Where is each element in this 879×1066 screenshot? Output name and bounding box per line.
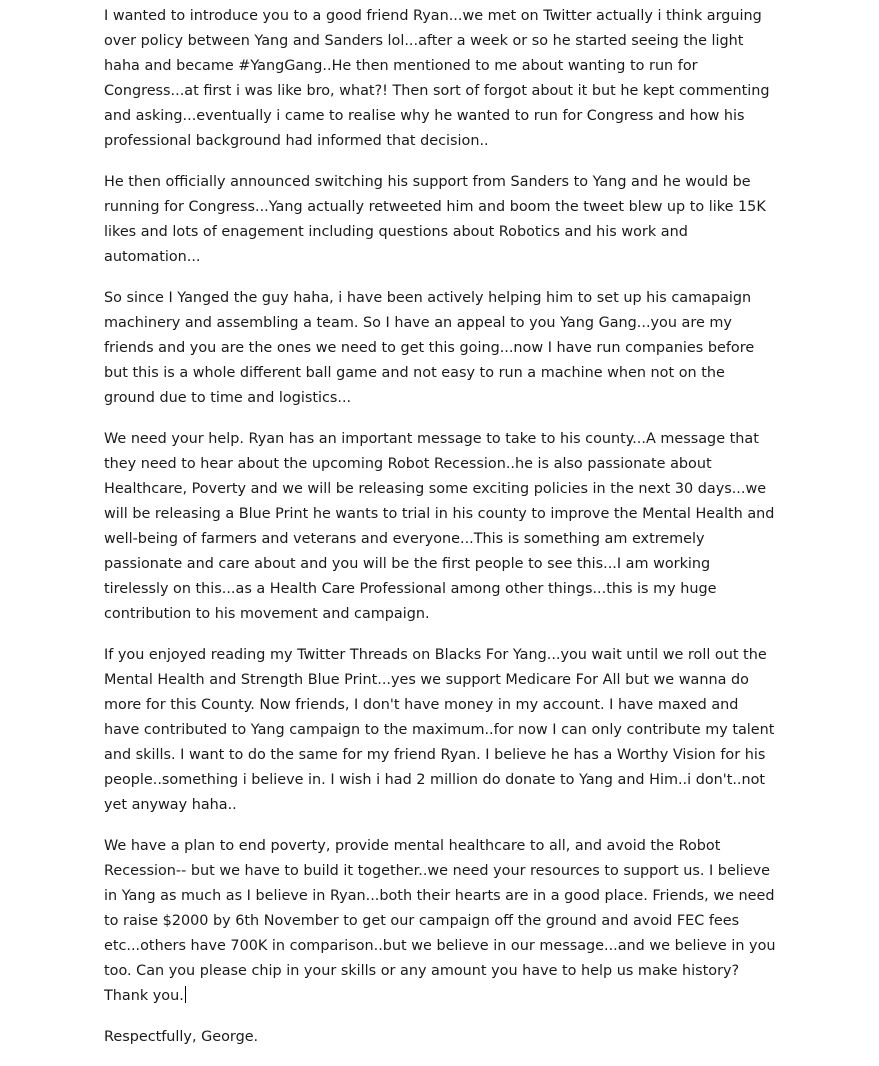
paragraph-introduction: I wanted to introduce you to a good friend Ryan...we met on Twitter actually i think arguing over policy between Yang and Sanders lol...after a week or so he started seeing the light haha and became #YangGang..He then mentioned to me about wanting to run for Congress...at first i was like bro, what?! Then sort of forgot about it but he kept commenting and asking...eventually i came to realise why he wanted to run for Congress and how his professional background had informed that decision.. [104,8,770,149]
signature-line: Respectfully, George. [104,1029,259,1045]
paragraph-appeal: So since I Yanged the guy haha, i have been actively helping him to set up his camapaign machinery and assembling a team. So I have an appeal to you Yang Gang...you are my friends and you are the ones we need to get this going...now I have run companies before but this is a whole different ball game and not easy to run a machine when not on the ground due to time and logistics... [104,290,755,406]
paragraph-blue-print-text: If you enjoyed reading my Twitter Threads on Blacks For Yang...you wait until we roll out the Mental Health and Strength Blue Print...yes we support Medicare For All but we wanna do more for this County. Now friends, I don't have money in my account. I have maxed and have contributed to Yang campaign to the maximum..for now I can only contribute my talent and skills. I want to do the same for my friend Ryan. I believe he has a Worthy Vision for his people..something i believe in. I wish i had 2 million do donate to Yang and Him..i don't..not yet anyway haha.. [104,647,775,813]
text-cursor [185,986,186,1003]
paragraph-announcement: He then officially announced switching his support from Sanders to Yang and he would be running for Congress...Yang actually retweeted him and boom the tweet blew up to like 15K likes and lots of enagement including questions about Robotics and his work and automation... [104,174,766,265]
paragraph-fundraising [104,834,776,1009]
document-body[interactable] [104,4,776,1066]
paragraph-help-request: We need your help. Ryan has an important message to take to his county...A message that they need to hear about the upcoming Robot Recession..he is also passionate about Healthcare, Poverty and we will be releasing some exciting policies in the next 30 days...we will be releasing a Blue Print he wants to trial in his county to improve the Mental Health and well-being of farmers and veterans and everyone...This is something am extremely passionate and care about and you will be the first people to see this...I am working tirelessly on this...as a Health Care Professional among other things...this is my huge contribution to his movement and campaign. [104,431,775,622]
paragraph-blue-print [104,643,776,818]
paragraph-fundraising-text: We have a plan to end poverty, provide mental healthcare to all, and avoid the Robot Recession-- but we have to build it together..we need your resources to support us. I believe in Yang as much as I believe in Ryan...both their hearts are in a good place. Friends, we need to raise $2000 by 6th November to get our campaign off the ground and avoid FEC fees etc...others have 700K in comparison..but we believe in our message...and we believe in you too. Can you please chip in your skills or any amount you have to help us make history? Thank you. [104,838,776,1004]
